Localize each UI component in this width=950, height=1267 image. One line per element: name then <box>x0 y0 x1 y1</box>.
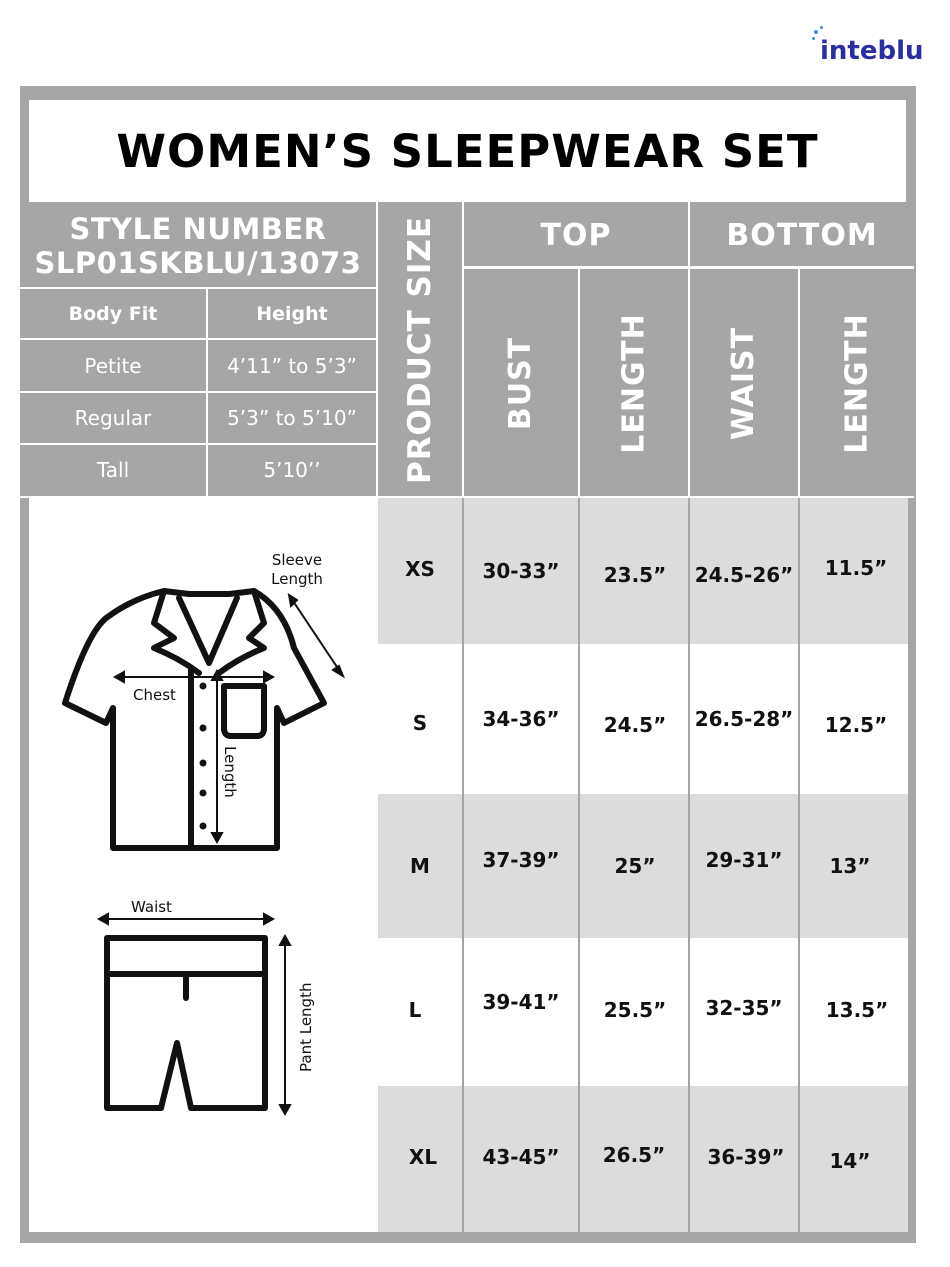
height-regular: 5’3” to 5’10” <box>227 406 357 430</box>
top-length-l: 25.5” <box>603 998 667 1022</box>
pant-length-label: Pant Length <box>297 982 315 1072</box>
fit-header-body-fit: Body Fit <box>68 302 158 325</box>
waist-xs: 24.5-26” <box>694 563 794 587</box>
shirt-and-shorts-illustration <box>29 498 376 1232</box>
waist-m: 29-31” <box>705 848 783 872</box>
size-xl: XL <box>408 1145 438 1169</box>
bottom-header: BOTTOM <box>690 204 914 266</box>
style-number <box>20 204 376 288</box>
size-l: L <box>408 998 422 1022</box>
length-label: Length <box>221 746 239 798</box>
bottom-length-header: LENGTH <box>839 312 875 454</box>
top-length-xs: 23.5” <box>603 563 667 587</box>
sleeve-label-1: Sleeve <box>271 551 323 569</box>
bust-s: 34-36” <box>482 707 560 731</box>
product-size-label: PRODUCT SIZE <box>402 215 438 485</box>
top-length-m: 25” <box>614 854 656 878</box>
waist-xl: 36-39” <box>707 1145 785 1169</box>
sleeve-label-2: Length <box>271 570 323 588</box>
fit-petite: Petite <box>84 353 142 378</box>
top-length-s: 24.5” <box>603 713 667 737</box>
fit-header-height: Height <box>256 302 328 325</box>
top-header: TOP <box>464 204 688 266</box>
logo-dot-icon <box>812 37 815 40</box>
logo-dot-icon <box>814 30 818 34</box>
size-m: M <box>410 854 430 878</box>
logo-text: inteblu <box>820 36 924 66</box>
height-petite: 4’11” to 5’3” <box>227 353 357 378</box>
size-s: S <box>412 711 428 735</box>
bottom-length-m: 13” <box>829 854 871 878</box>
garment-diagram <box>29 498 376 1232</box>
grid-line <box>464 266 914 269</box>
top-length-header: LENGTH <box>616 312 652 454</box>
fit-regular: Regular <box>74 406 152 430</box>
waist-label: Waist <box>131 898 172 916</box>
bust-xs: 30-33” <box>482 559 560 583</box>
bottom-length-xs: 11.5” <box>824 556 888 580</box>
chest-label: Chest <box>133 686 176 704</box>
bottom-length-xl: 14” <box>829 1149 871 1173</box>
top-length-xl: 26.5” <box>602 1143 666 1167</box>
title-box <box>29 100 906 202</box>
bust-l: 39-41” <box>482 990 560 1014</box>
waist-l: 32-35” <box>705 996 783 1020</box>
style-number-value: SLP01SKBLU/13073 <box>34 246 362 280</box>
bottom-length-s: 12.5” <box>824 713 888 737</box>
product-size-header <box>378 204 462 496</box>
bust-xl: 43-45” <box>482 1145 560 1169</box>
bottom-length-l: 13.5” <box>825 998 889 1022</box>
bust-m: 37-39” <box>482 848 560 872</box>
waist-header: WAIST <box>726 326 762 440</box>
brand-logo <box>808 24 938 72</box>
page-title: WOMEN’S SLEEPWEAR SET <box>116 124 819 178</box>
size-xs: XS <box>405 557 435 581</box>
fit-tall: Tall <box>96 458 130 482</box>
height-tall: 5’10’’ <box>263 458 321 482</box>
logo-dot-icon <box>820 26 823 29</box>
waist-s: 26.5-28” <box>694 707 794 731</box>
style-number-label: STYLE NUMBER <box>69 212 327 246</box>
bust-header: BUST <box>503 336 539 430</box>
